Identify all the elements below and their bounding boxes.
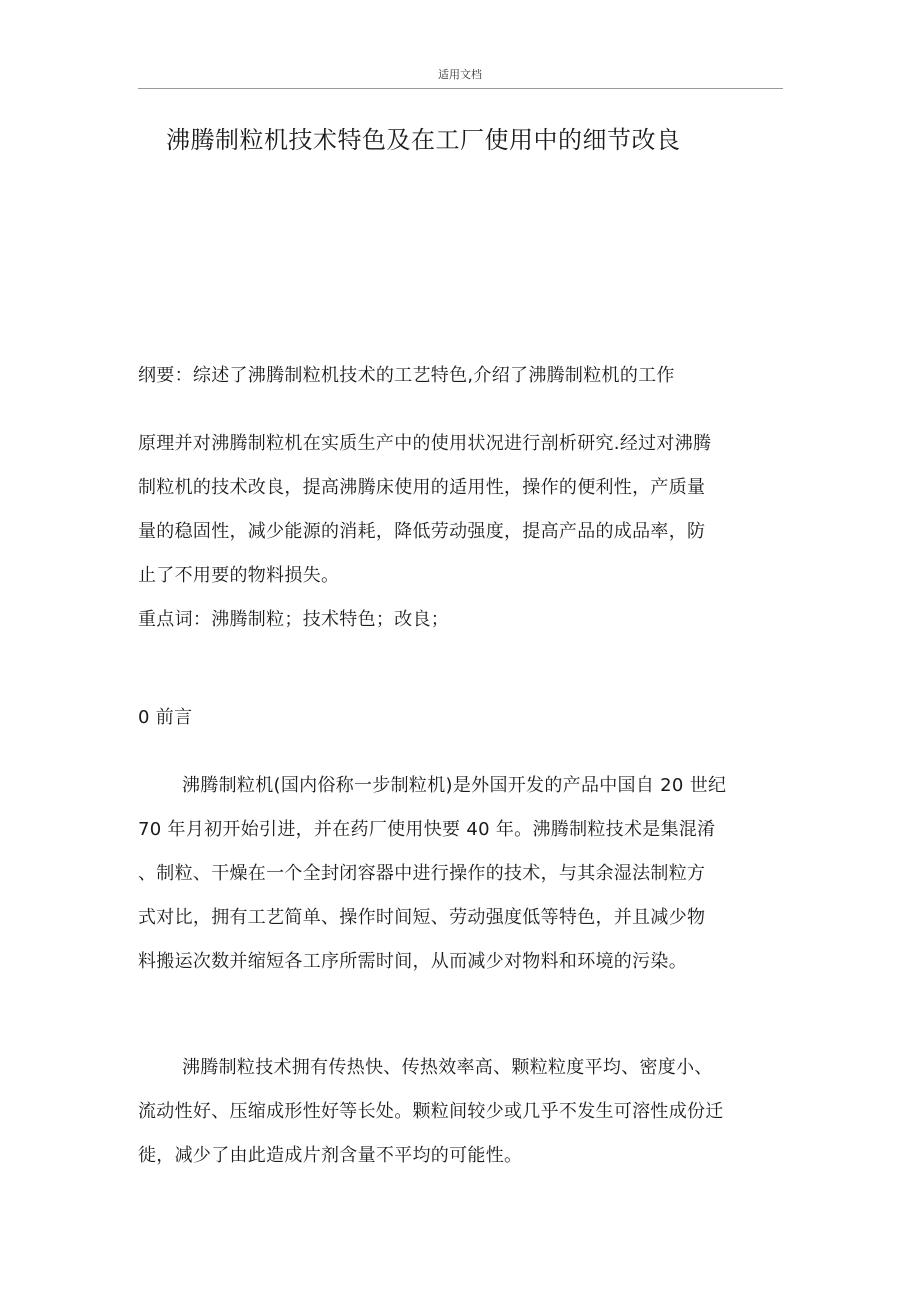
paragraph-line: 流动性好、压缩成形性好等长处。颗粒间较少或几乎不发生可溶性成份迁 — [138, 1101, 724, 1122]
paragraph-line: 式对比，拥有工艺简单、操作时间短、劳动强度低等特色，并且减少物 — [138, 907, 706, 928]
section-heading-block — [138, 696, 783, 740]
abstract-line: 量的稳固性，减少能源的消耗，降低劳动强度，提高产品的成品率，防 — [138, 521, 706, 542]
paragraph-1 — [138, 764, 783, 984]
abstract-line: 止了不用要的物料损失。 — [138, 565, 340, 586]
abstract-continuation — [138, 422, 783, 598]
paragraph-line: 沸腾制粒机(国内俗称一步制粒机)是外国开发的产品中国自 20 世纪 — [182, 775, 727, 796]
keywords-line: 重点词：沸腾制粒；技术特色；改良； — [138, 609, 450, 630]
paragraph-line: 70 年月初开始引进，并在药厂使用快要 40 年。沸腾制粒技术是集混淆 — [138, 819, 716, 840]
running-header: 适用文档 — [438, 68, 482, 81]
paragraph-line: 徙，减少了由此造成片剂含量不平均的可能性。 — [138, 1145, 523, 1166]
keywords-block — [138, 598, 783, 642]
abstract-line: 纲要：综述了沸腾制粒机技术的工艺特色,介绍了沸腾制粒机的工作 — [138, 365, 675, 386]
paragraph-line: 料搬运次数并缩短各工序所需时间，从而减少对物料和环境的污染。 — [138, 951, 687, 972]
document-title: 沸腾制粒机技术特色及在工厂使用中的细节改良 — [166, 126, 681, 154]
paragraph-line: 沸腾制粒技术拥有传热快、传热效率高、颗粒粒度平均、密度小、 — [182, 1057, 713, 1078]
section-heading: 0 前言 — [138, 707, 193, 728]
abstract-line: 原理并对沸腾制粒机在实质生产中的使用状况进行剖析研究.经过对沸腾 — [138, 433, 712, 454]
paragraph-line: 、制粒、干燥在一个全封闭容器中进行操作的技术，与其余湿法制粒方 — [138, 863, 706, 884]
header-divider — [138, 88, 783, 89]
paragraph-2 — [138, 1046, 783, 1178]
abstract-block — [138, 354, 783, 398]
abstract-line: 制粒机的技术改良，提高沸腾床使用的适用性，操作的便利性，产质量 — [138, 477, 706, 498]
